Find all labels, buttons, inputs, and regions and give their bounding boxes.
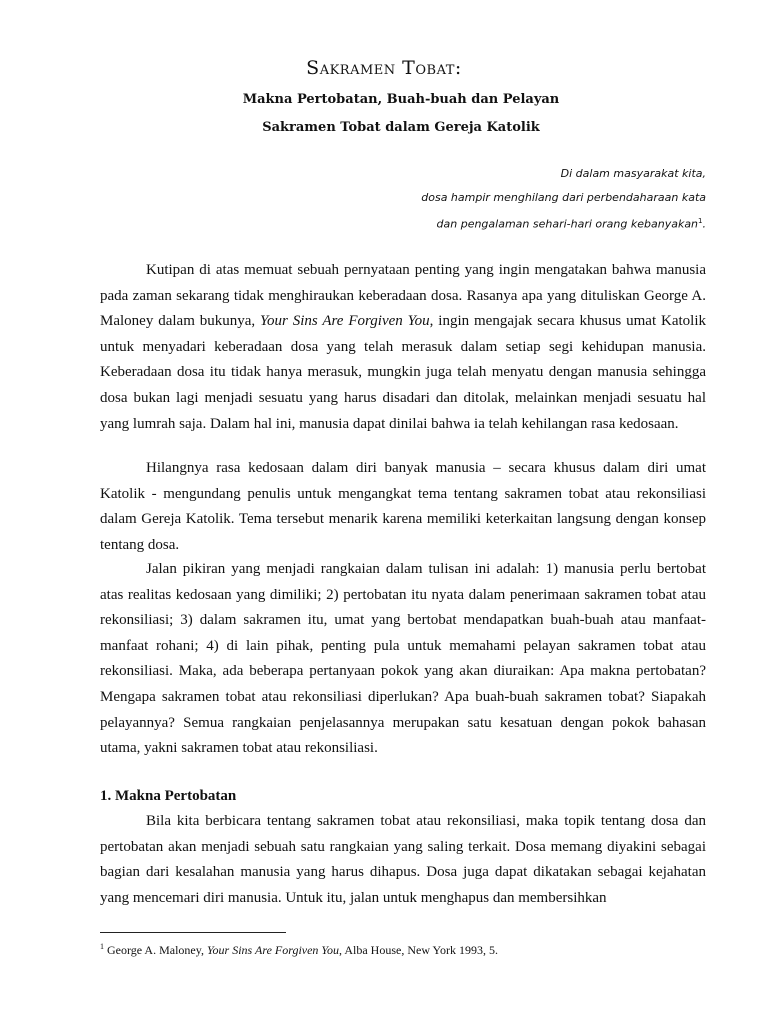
paragraph-intro-quote xyxy=(100,258,706,437)
paragraph-theme: Hilangnya rasa kedosaan dalam diri banyak manusia – secara khusus dalam diri umat Katolik - mengundang penulis untuk mengangkat tema tentang sakramen tobat atau rekonsiliasi dalam Gereja Katolik. Tema tersebut menarik karena memiliki keterkaitan langsung dengan konsep tentang dosa. xyxy=(100,460,706,553)
epigraph-line3-text: dan pengalaman sehari-hari orang kebanyakan xyxy=(436,217,699,231)
epigraph-period: . xyxy=(702,217,706,231)
document-subtitle-line1: Makna Pertobatan, Buah-buah dan Pelayan xyxy=(242,92,560,107)
paragraph1-text-a: Kutipan di atas memuat sebuah pernyataan penting yang ingin mengatakan bahwa manusia pada zaman sekarang tidak menghiraukan keberadaan dosa. Rasanya apa yang dituliskan George A. Maloney dalam bukunya, xyxy=(100,262,706,330)
epigraph-line3 xyxy=(437,213,706,233)
paragraph1-text-b: , ingin mengajak secara khusus umat Katolik untuk menyadari keberadaan dosa yang telah merasuk dalam setiap segi kehidupan manusia. Keberadaan dosa itu tidak hanya merasuk, mungkin juga telah menyatu dengan manusia sehingga dosa bukan lagi menjadi sesuatu yang harus disadari dan ditolak, melainkan menjadi sesuatu hal yang lumrah saja. Dalam hal ini, manusia dapat dinilai bahwa ia telah kehilangan rasa kedosaan. xyxy=(100,313,706,432)
epigraph-line1: Di dalam masyarakat kita, xyxy=(560,167,706,180)
book-title-italic: Your Sins Are Forgiven You xyxy=(260,313,430,330)
epigraph-footnote-marker[interactable]: 1 xyxy=(698,217,703,225)
footnote-divider xyxy=(100,932,286,933)
footnote-marker: 1 xyxy=(100,942,104,951)
paragraph-outline: Jalan pikiran yang menjadi rangkaian dalam tulisan ini adalah: 1) manusia perlu bertobat atas realitas kedosaan yang dimiliki; 2) pertobatan itu nyata dalam penerimaan sakramen tobat atau rekonsiliasi; 3) dalam sakramen itu, umat yang bertobat mendapatkan buah-buah atau manfaat-manfaat rohani; 4) di lain pihak, penting pula untuk memahami pelayan sakramen tobat atau rekonsiliasi. Maka, ada beberapa pertanyaan pokok yang akan diuraikan: Apa makna pertobatan? Mengapa sakramen tobat atau rekonsiliasi diperlukan? Apa buah-buah sakramen tobat? Siapakah pelayannya? Semua rangkaian penjelasannya merupakan satu kesatuan dengan pokok bahasan utama, yakni sakramen tobat atau rekonsiliasi. xyxy=(100,561,706,757)
footnote-book-title: Your Sins Are Forgiven You xyxy=(206,943,340,957)
footnote-author: George A. Maloney, xyxy=(104,943,207,957)
document-subtitle-line2: Sakramen Tobat dalam Gereja Katolik xyxy=(262,120,540,135)
footnote xyxy=(100,938,706,959)
document-title: Sakramen Tobat: xyxy=(306,57,462,79)
footnote-details: , Alba House, New York 1993, 5. xyxy=(339,943,499,957)
epigraph-line2: dosa hampir menghilang dari perbendaharaan kata xyxy=(421,191,706,204)
paragraph-section1: Bila kita berbicara tentang sakramen tobat atau rekonsiliasi, maka topik tentang dosa dan pertobatan akan menjadi sebuah satu rangkaian yang saling terkait. Dosa memang diyakini sebagai bagian dari kesalahan manusia yang harus dihapus. Dosa juga dapat dikatakan sebagai kejahatan yang mencemari diri manusia. Untuk itu, jalan untuk menghapus dan membersihkan xyxy=(100,813,706,906)
section-heading-makna-pertobatan: 1. Makna Pertobatan xyxy=(100,788,237,804)
